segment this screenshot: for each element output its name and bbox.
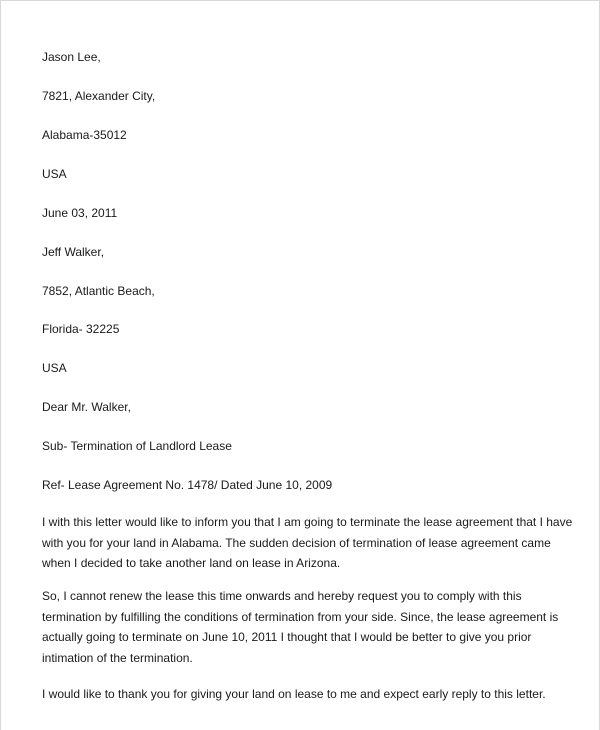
recipient-country: USA [42,361,67,375]
paragraph-line: with you for your land in Alabama. The sudden decision of termination of lease agreement came [42,535,551,550]
letter-date: June 03, 2011 [42,206,118,220]
subject-line: Sub- Termination of Landlord Lease [42,439,232,453]
paragraph-line: termination by fulfilling the conditions of termination from your side. Since, the lease agreement is [42,609,559,624]
paragraph-line: I would like to thank you for giving your land on lease to me and expect early reply to this letter. [42,687,546,701]
sender-street: 7821, Alexander City, [42,89,156,103]
reference-line: Ref- Lease Agreement No. 1478/ Dated June 10, 2009 [42,478,333,492]
recipient-street: 7852, Atlantic Beach, [42,284,155,298]
body-paragraph-2 [42,586,559,668]
paragraph-line: I with this letter would like to inform you that I am going to terminate the lease agreement that I have [42,515,573,529]
recipient-state-zip: Florida- 32225 [42,322,120,336]
paragraph-line: when I decided to take another land on lease in Arizona. [42,556,341,570]
body-paragraph-3 [42,684,546,705]
paragraph-line: intimation of the termination. [42,650,193,665]
sender-state-zip: Alabama-35012 [42,128,127,142]
sender-country: USA [42,167,67,181]
paragraph-line: actually going to terminate on June 10, 2011 I thought that I would be better to give you prior [42,630,532,644]
recipient-name: Jeff Walker, [42,245,105,259]
body-paragraph-1 [42,512,573,574]
salutation: Dear Mr. Walker, [42,400,131,414]
paragraph-line: So, I cannot renew the lease this time onwards and hereby request you to comply with this [42,589,522,603]
sender-name: Jason Lee, [42,50,101,64]
